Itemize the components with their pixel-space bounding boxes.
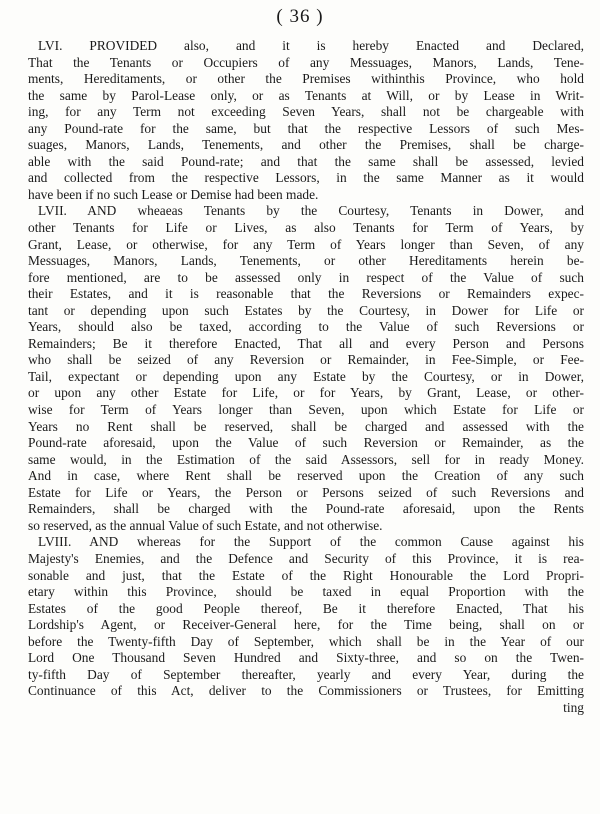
text-line: Continuance of this Act, deliver to the Commissioners or Trustees, for Emitting <box>28 683 584 699</box>
text-line: That the Tenants or Occupiers of any Messuages, Manors, Lands, Tene- <box>28 54 584 70</box>
text-line: fore mentioned, are to be assessed only in respect of the Value of such <box>28 269 584 285</box>
page-number: ( 36 ) <box>276 6 324 27</box>
section-lvii <box>28 203 584 534</box>
text-line: suages, Manors, Lands, Tenements, and other the Premises, shall be charge- <box>28 137 584 153</box>
text-line: Tail, expectant or depending upon any Estate by the Courtesy, or in Dower, <box>28 368 584 384</box>
text-line: so reserved, as the annual Value of such Estate, and not otherwise. <box>28 517 383 533</box>
text-line: LVI. PROVIDED also, and it is hereby Enacted and Declared, <box>38 38 584 53</box>
text-line: ty-fifth Day of September thereafter, yearly and every Year, during the <box>28 666 584 682</box>
text-line: before the Twenty-fifth Day of September, which shall be in the Year of our <box>28 633 584 649</box>
text-line: have been if no such Lease or Demise had been made. <box>28 186 319 202</box>
text-line: Lordship's Agent, or Receiver-General here, for the Time being, shall on or <box>28 617 584 633</box>
text-line: their Estates, and it is reasonable that the Reversions or Remainders expec- <box>28 286 584 302</box>
text-line: sonable and just, that the Estate of the Right Honourable the Lord Propri- <box>28 567 584 583</box>
text-line: LVIII. AND whereas for the Support of the common Cause against his <box>38 534 584 550</box>
text-line: or upon any other Estate for Life, or for Years, by Grant, Lease, or other- <box>28 385 584 401</box>
text-line: And in case, where Rent shall be reserved upon the Creation of any such <box>28 468 584 484</box>
text-line: other Tenants for Life or Lives, as also Tenants for Term of Years, by <box>28 220 584 236</box>
section-lvi <box>28 38 584 203</box>
section-lviii <box>28 534 584 716</box>
text-line: and collected from the respective Lessors, in the same Manner as it would <box>28 170 584 186</box>
text-line: who shall be seized of any Reversion or Remainder, in Fee-Simple, or Fee- <box>28 352 584 368</box>
text-line: tant or depending upon such Estates by the Courtesy, in Dower for Life or <box>28 302 584 318</box>
text-line: same would, in the Estimation of the said Assessors, sell for in ready Money. <box>28 451 584 467</box>
text-line: Messuages, Manors, Lands, Tenements, or other Hereditaments herein be- <box>28 253 584 269</box>
text-line: the same by Parol-Lease only, or as Tenants at Will, or by Lease in Writ- <box>28 87 584 103</box>
text-line: Grant, Lease, or otherwise, for any Term of Years longer than Seven, of any <box>28 236 584 252</box>
text-line: Majesty's Enemies, and the Defence and Security of this Province, it is rea- <box>28 550 584 566</box>
text-line: Remainders; Be it therefore Enacted, That all and every Person and Persons <box>28 335 584 351</box>
text-line: Estate for Life or Years, the Person or Persons seized of such Reversions and <box>28 484 584 500</box>
text-line: ting <box>563 699 584 715</box>
text-line: wise for Term of Years longer than Seven, upon which Estate for Life or <box>28 402 584 418</box>
text-line: ing, for any Term not exceeding Seven Years, shall not be chargeable with <box>28 104 584 120</box>
text-line: ments, Hereditaments, or other the Premises withinthis Province, who hold <box>28 71 584 87</box>
text-line: Remainders, shall be charged with the Pound-rate aforesaid, upon the Rents <box>28 501 584 517</box>
text-line: any Pound-rate for the same, but that the respective Lessors of such Mes- <box>28 120 584 136</box>
text-line: Pound-rate aforesaid, upon the Value of such Reversion or Remainder, as the <box>28 435 584 451</box>
text-line: able with the said Pound-rate; and that the same shall be assessed, levied <box>28 153 584 169</box>
text-line: LVII. AND wheaeas Tenants by the Courtesy, Tenants in Dower, and <box>38 203 584 219</box>
text-line: Years, should also be taxed, according to the Value of such Reversions or <box>28 319 584 335</box>
document-body <box>28 38 584 716</box>
text-line: Estates of the good People thereof, Be it therefore Enacted, That his <box>28 600 584 616</box>
text-line: etary within this Province, should be taxed in equal Proportion with the <box>28 584 584 600</box>
text-line: Years no Rent shall be reserved, shall be charged and assessed with the <box>28 418 584 434</box>
text-line: Lord One Thousand Seven Hundred and Sixty-three, and so on the Twen- <box>28 650 584 666</box>
